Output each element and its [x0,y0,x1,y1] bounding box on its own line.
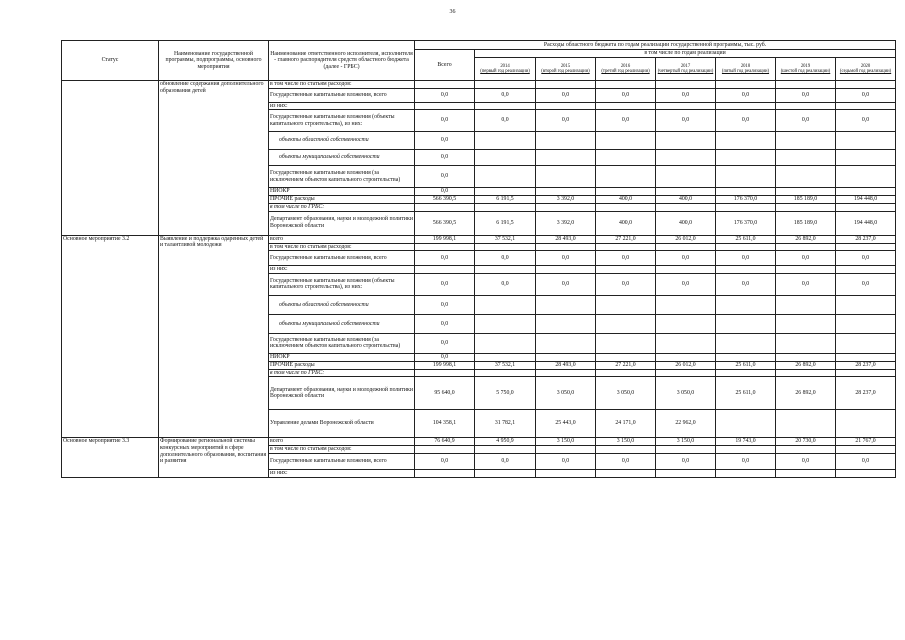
header-program-name: Наименование государственной программы, подпрограммы, основного мероприятия [159,41,269,81]
value-year-2019 [776,203,836,211]
row-label: НИОКР [269,353,415,361]
value-year-2017: 3 050,0 [656,377,716,410]
value-year-2019 [776,150,836,166]
value-year-2017 [656,333,716,353]
value-total [415,102,475,110]
value-year-2017 [656,469,716,477]
value-year-2019: 185 189,0 [776,211,836,235]
value-total: 95 640,0 [415,377,475,410]
value-year-2014: 0,0 [475,251,536,266]
year-number: 2017 [680,63,691,69]
year-label: (второй год реализации) [541,69,590,74]
value-year-2018 [716,81,776,89]
value-year-2016: 24 171,0 [596,410,656,438]
value-year-2019 [776,266,836,274]
value-total: 0,0 [415,453,475,469]
value-year-2015 [536,150,596,166]
value-year-2015 [536,132,596,150]
value-year-2020 [836,469,896,477]
row-label: Государственные капитальные вложения (за исключением объектов капитального строительства) [269,333,415,353]
row-label: объекты областной собственности [269,132,415,150]
value-year-2016 [596,353,656,361]
value-year-2020 [836,150,896,166]
value-year-2015 [536,446,596,454]
value-year-2015 [536,166,596,188]
value-year-2020 [836,166,896,188]
value-total [415,469,475,477]
value-year-2018: 25 611,0 [716,235,776,243]
value-year-2015 [536,469,596,477]
header-year-2015 [536,58,596,81]
row-label: в том числе по статьям расходов: [269,243,415,251]
value-year-2015: 0,0 [536,110,596,132]
value-year-2020 [836,203,896,211]
value-year-2015 [536,188,596,196]
value-year-2020: 194 448,0 [836,195,896,203]
value-year-2016 [596,188,656,196]
value-year-2014: 0,0 [475,88,536,102]
value-year-2016: 27 221,0 [596,235,656,243]
value-total: 0,0 [415,251,475,266]
value-year-2015 [536,314,596,333]
value-year-2015 [536,353,596,361]
value-year-2018 [716,188,776,196]
row-label: Департамент образования, науки и молодежной политики Воронежской области [269,211,415,235]
value-year-2015: 0,0 [536,453,596,469]
row-label: Государственные капитальные вложения, всего [269,453,415,469]
value-year-2015: 0,0 [536,88,596,102]
value-year-2018 [716,132,776,150]
value-total [415,266,475,274]
value-year-2019: 20 730,0 [776,438,836,446]
year-number: 2019 [800,63,811,69]
row-label: ПРОЧИЕ расходы [269,195,415,203]
value-year-2017 [656,150,716,166]
value-year-2014 [475,353,536,361]
value-year-2016 [596,166,656,188]
row-label: всего [269,438,415,446]
value-year-2020: 28 237,0 [836,377,896,410]
value-total: 0,0 [415,132,475,150]
value-year-2018: 0,0 [716,88,776,102]
value-year-2015: 0,0 [536,251,596,266]
value-year-2014: 0,0 [475,453,536,469]
value-year-2014 [475,150,536,166]
row-label: объекты муниципальной собственности [269,314,415,333]
value-year-2017: 400,0 [656,195,716,203]
year-number: 2018 [740,63,751,69]
value-year-2016 [596,203,656,211]
value-year-2017 [656,188,716,196]
value-year-2016: 0,0 [596,251,656,266]
value-total: 0,0 [415,273,475,295]
value-year-2018: 0,0 [716,273,776,295]
value-year-2016 [596,446,656,454]
status-cell: Основное мероприятие 3.3 [62,438,159,477]
value-year-2018 [716,410,776,438]
value-total: 199 998,1 [415,235,475,243]
value-year-2019 [776,188,836,196]
table-row [62,81,896,89]
value-year-2019: 185 189,0 [776,195,836,203]
value-year-2014 [475,446,536,454]
value-year-2018: 0,0 [716,453,776,469]
table-row [62,438,896,446]
value-year-2014 [475,266,536,274]
value-year-2017: 0,0 [656,88,716,102]
row-label: НИОКР [269,188,415,196]
value-year-2018 [716,166,776,188]
value-year-2019 [776,243,836,251]
value-year-2020: 0,0 [836,88,896,102]
value-year-2015: 3 392,0 [536,195,596,203]
value-year-2018: 0,0 [716,110,776,132]
value-year-2016 [596,150,656,166]
header-year-2020 [836,58,896,81]
value-total [415,81,475,89]
value-year-2015: 28 493,0 [536,361,596,369]
value-year-2019: 0,0 [776,453,836,469]
value-year-2014: 37 532,1 [475,235,536,243]
value-year-2019: 0,0 [776,273,836,295]
value-year-2014: 0,0 [475,273,536,295]
row-label: в том числе по ГРБС: [269,369,415,377]
value-year-2017 [656,81,716,89]
value-year-2018: 0,0 [716,251,776,266]
value-year-2020 [836,446,896,454]
value-year-2015: 3 050,0 [536,377,596,410]
value-year-2016 [596,369,656,377]
year-label: (седьмой год реализации) [839,69,892,74]
value-year-2018 [716,333,776,353]
value-year-2018: 25 611,0 [716,377,776,410]
value-year-2018 [716,102,776,110]
page-number: 36 [449,9,456,15]
value-total: 0,0 [415,353,475,361]
value-year-2019 [776,132,836,150]
year-label: (третий год реализации) [601,69,650,74]
value-year-2017 [656,243,716,251]
value-year-2014: 31 782,1 [475,410,536,438]
header-year-2016 [596,58,656,81]
row-label: из них: [269,469,415,477]
value-year-2019: 26 892,0 [776,235,836,243]
value-year-2014: 6 191,5 [475,195,536,203]
value-year-2014 [475,81,536,89]
row-label: Государственные капитальные вложения (объекты капитального строительства), из них: [269,273,415,295]
value-total: 104 358,1 [415,410,475,438]
value-year-2015 [536,243,596,251]
row-label: всего [269,235,415,243]
value-year-2017 [656,266,716,274]
value-year-2018: 176 370,0 [716,195,776,203]
year-label: (первый год реализации) [480,69,530,74]
value-year-2018: 19 743,0 [716,438,776,446]
value-year-2015: 28 493,0 [536,235,596,243]
value-year-2020 [836,132,896,150]
row-label: из них: [269,102,415,110]
value-year-2020 [836,314,896,333]
value-year-2018 [716,243,776,251]
value-total: 566 390,5 [415,195,475,203]
value-year-2020 [836,410,896,438]
year-number: 2020 [860,63,871,69]
value-total: 76 640,9 [415,438,475,446]
value-year-2014 [475,188,536,196]
value-year-2020 [836,369,896,377]
row-label: из них: [269,266,415,274]
row-label: Департамент образования, науки и молодежной политики Воронежской области [269,377,415,410]
value-total: 566 390,5 [415,211,475,235]
value-year-2019 [776,166,836,188]
value-year-2016: 400,0 [596,211,656,235]
value-year-2019: 0,0 [776,110,836,132]
value-year-2020: 0,0 [836,273,896,295]
program-name-cell: Выявление и поддержка одаренных детей и талантливой молодежи [159,235,269,438]
value-year-2019 [776,314,836,333]
value-year-2018 [716,353,776,361]
value-year-2020: 28 237,0 [836,235,896,243]
header-executor: Наименование ответственного исполнителя, исполнителя - главного распорядителя средств областного бюджета (далее - ГРБС) [269,41,415,81]
value-year-2018: 25 611,0 [716,361,776,369]
value-year-2016: 0,0 [596,453,656,469]
value-year-2015: 25 443,0 [536,410,596,438]
row-label: ПРОЧИЕ расходы [269,361,415,369]
value-year-2019 [776,369,836,377]
program-name-cell: обновление содержания дополнительного образования детей [159,81,269,236]
value-year-2020 [836,353,896,361]
value-year-2014 [475,369,536,377]
value-year-2016: 3 050,0 [596,377,656,410]
value-total: 0,0 [415,166,475,188]
value-year-2017 [656,295,716,314]
value-year-2018 [716,369,776,377]
row-label: в том числе по ГРБС: [269,203,415,211]
value-year-2015: 3 392,0 [536,211,596,235]
value-year-2015: 3 150,0 [536,438,596,446]
year-label: (четвертый год реализации) [657,69,714,74]
value-year-2016 [596,102,656,110]
value-total: 199 998,1 [415,361,475,369]
value-year-2018: 176 370,0 [716,211,776,235]
value-year-2015 [536,369,596,377]
value-year-2020: 21 767,0 [836,438,896,446]
value-year-2017: 3 150,0 [656,438,716,446]
value-year-2015 [536,203,596,211]
row-label: Государственные капитальные вложения, всего [269,88,415,102]
year-number: 2014 [500,63,510,69]
table-row [62,235,896,243]
value-year-2018 [716,203,776,211]
value-year-2016 [596,295,656,314]
year-number: 2016 [620,63,631,69]
value-total: 0,0 [415,88,475,102]
value-year-2014 [475,314,536,333]
value-year-2019 [776,446,836,454]
value-year-2016: 0,0 [596,110,656,132]
value-year-2020 [836,188,896,196]
value-year-2019 [776,410,836,438]
value-year-2020: 0,0 [836,453,896,469]
value-year-2020: 0,0 [836,110,896,132]
header-year-2014 [475,58,536,81]
value-year-2014: 5 750,0 [475,377,536,410]
value-year-2018 [716,150,776,166]
value-year-2020: 194 448,0 [836,211,896,235]
value-year-2016: 0,0 [596,88,656,102]
value-year-2015 [536,102,596,110]
value-total: 0,0 [415,295,475,314]
value-year-2020 [836,333,896,353]
value-year-2015 [536,266,596,274]
value-year-2020: 0,0 [836,251,896,266]
row-label: Государственные капитальные вложения (объекты капитального строительства), из них: [269,110,415,132]
header-including: в том числе по годам реализации [475,50,896,58]
program-name-cell: Формирование региональной системы конкурсных мероприятий в сфере дополнительного образования, воспитания и развития [159,438,269,477]
value-year-2014 [475,333,536,353]
header-expenses-title: Расходы областного бюджета по годам реализации государственной программы, тыс. руб. [415,41,896,50]
value-year-2015 [536,333,596,353]
value-year-2016 [596,333,656,353]
value-year-2017: 26 012,0 [656,235,716,243]
value-year-2014 [475,132,536,150]
header-year-2019 [776,58,836,81]
value-year-2019 [776,333,836,353]
value-year-2017: 0,0 [656,251,716,266]
value-total [415,243,475,251]
value-year-2020 [836,243,896,251]
value-year-2017: 0,0 [656,273,716,295]
value-year-2019: 26 892,0 [776,377,836,410]
value-total: 0,0 [415,110,475,132]
row-label: в том числе по статьям расходов: [269,81,415,89]
value-year-2016 [596,314,656,333]
value-year-2014 [475,295,536,314]
value-year-2017: 0,0 [656,110,716,132]
value-year-2017 [656,203,716,211]
value-year-2015: 0,0 [536,273,596,295]
value-year-2016 [596,266,656,274]
value-total: 0,0 [415,314,475,333]
value-year-2014: 4 950,9 [475,438,536,446]
value-year-2017 [656,166,716,188]
table-header [62,41,896,81]
value-year-2019 [776,102,836,110]
value-year-2014: 0,0 [475,110,536,132]
value-year-2016: 400,0 [596,195,656,203]
value-year-2017: 400,0 [656,211,716,235]
value-year-2019 [776,353,836,361]
value-year-2020 [836,81,896,89]
value-year-2018 [716,446,776,454]
value-year-2019: 26 892,0 [776,361,836,369]
value-year-2014: 37 532,1 [475,361,536,369]
value-year-2017 [656,102,716,110]
value-year-2014 [475,102,536,110]
value-year-2016 [596,81,656,89]
value-year-2019: 0,0 [776,88,836,102]
header-year-2017 [656,58,716,81]
value-year-2017 [656,446,716,454]
value-year-2017 [656,132,716,150]
value-year-2020: 28 237,0 [836,361,896,369]
value-total [415,369,475,377]
value-year-2014 [475,203,536,211]
value-year-2020 [836,295,896,314]
value-year-2017: 22 962,0 [656,410,716,438]
value-year-2017 [656,369,716,377]
header-status: Статус [62,41,159,81]
value-year-2017 [656,353,716,361]
status-cell [62,81,159,236]
row-label: Управление делами Воронежской области [269,410,415,438]
value-year-2016 [596,243,656,251]
value-year-2019 [776,81,836,89]
value-total: 0,0 [415,333,475,353]
value-year-2016 [596,132,656,150]
value-year-2017: 0,0 [656,453,716,469]
value-total: 0,0 [415,150,475,166]
value-year-2020 [836,102,896,110]
value-year-2018 [716,469,776,477]
value-year-2018 [716,295,776,314]
value-year-2014 [475,166,536,188]
value-year-2015 [536,295,596,314]
value-year-2016 [596,469,656,477]
value-year-2016: 0,0 [596,273,656,295]
value-year-2019 [776,469,836,477]
value-year-2019 [776,295,836,314]
header-year-2018 [716,58,776,81]
value-year-2019: 0,0 [776,251,836,266]
value-year-2014 [475,469,536,477]
row-label: объекты областной собственности [269,295,415,314]
row-label: в том числе по статьям расходов: [269,446,415,454]
year-label: (шестой год реализации) [780,69,831,74]
value-year-2015 [536,81,596,89]
value-total [415,446,475,454]
value-year-2016: 27 221,0 [596,361,656,369]
value-year-2020 [836,266,896,274]
status-cell: Основное мероприятие 3.2 [62,235,159,438]
budget-table [61,40,896,478]
value-total [415,203,475,211]
row-label: Государственные капитальные вложения (за исключением объектов капитального строительства) [269,166,415,188]
row-label: Государственные капитальные вложения, всего [269,251,415,266]
value-year-2014 [475,243,536,251]
value-year-2017: 26 012,0 [656,361,716,369]
value-total: 0,0 [415,188,475,196]
year-label: (пятый год реализации) [721,69,770,74]
value-year-2017 [656,314,716,333]
value-year-2018 [716,266,776,274]
value-year-2014: 6 191,5 [475,211,536,235]
year-number: 2015 [560,63,571,69]
value-year-2018 [716,314,776,333]
value-year-2016: 3 150,0 [596,438,656,446]
row-label: объекты муниципальной собственности [269,150,415,166]
header-total: Всего [415,50,475,81]
